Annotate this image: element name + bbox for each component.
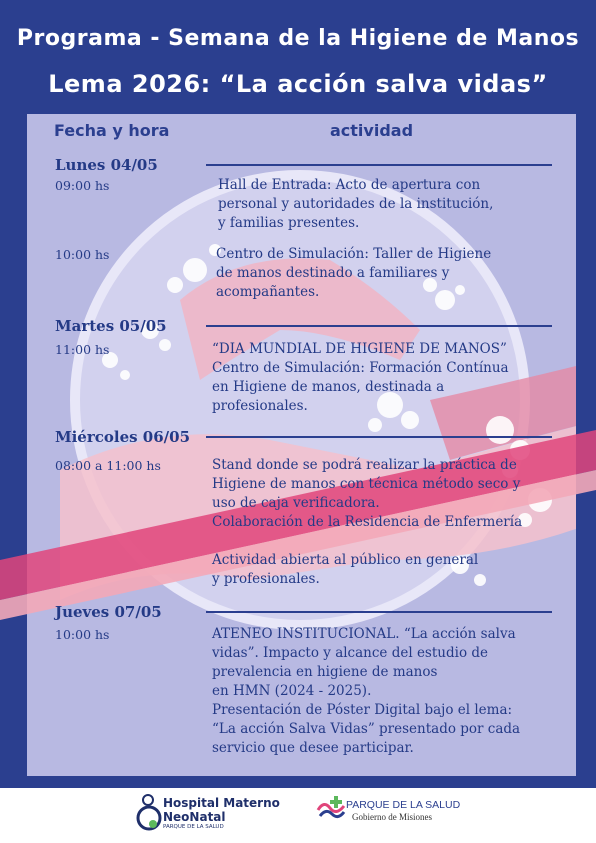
parque-salud-logo-icon <box>316 796 346 824</box>
hospital-name-line-2: NeoNatal <box>163 810 226 824</box>
hospital-logo-icon <box>135 792 165 836</box>
event-description: ATENEO INSTITUCIONAL. “La acción salva vidas”. Impacto y alcance del estudio de prevalencia en higiene de manos en HMN (2024 - 2025). Presentación de Póster Digital bajo el lema: “La acción Salva Vidas” presentado por cada servicio que desee participar. <box>212 626 521 756</box>
divider <box>206 325 552 327</box>
event-description: Hall de Entrada: Acto de apertura con personal y autoridades de la institución, y familias presentes. <box>218 177 494 231</box>
event-time: 10:00 hs <box>55 247 110 262</box>
government-name: Gobierno de Misiones <box>352 812 432 822</box>
activity-column-header: actividad <box>330 121 414 140</box>
divider <box>206 436 552 438</box>
footer <box>0 788 596 843</box>
divider <box>206 164 552 166</box>
divider <box>206 611 552 613</box>
motto-title: Lema 2026: “La acción salva vidas” <box>48 70 548 98</box>
hospital-name-line-1: Hospital Materno <box>163 796 280 810</box>
event-description: Centro de Simulación: Taller de Higiene de manos destinado a familiares y acompañantes. <box>216 246 492 300</box>
program-title: Programa - Semana de la Higiene de Manos <box>16 26 580 51</box>
event-time: 10:00 hs <box>55 627 110 642</box>
date-column-header: Fecha y hora <box>54 121 170 140</box>
event-time: 11:00 hs <box>55 342 110 357</box>
event-description: “DIA MUNDIAL DE HIGIENE DE MANOS” Centro de Simulación: Formación Contínua en Higiene de manos, destinada a profesionales. <box>212 341 509 414</box>
event-time: 09:00 hs <box>55 178 110 193</box>
hospital-subtitle: PARQUE DE LA SALUD <box>163 824 224 830</box>
day-label: Miércoles 06/05 <box>55 428 191 446</box>
event-time: 08:00 a 11:00 hs <box>55 458 161 473</box>
day-label: Martes 05/05 <box>55 317 167 335</box>
event-description: Stand donde se podrá realizar la práctica de Higiene de manos con técnica método seco y uso de caja verificadora. Colaboración de la Residencia de Enfermería Actividad abierta al público en general y profesionales. <box>212 457 523 587</box>
day-label: Lunes 04/05 <box>55 156 158 174</box>
day-label: Jueves 07/05 <box>55 603 162 621</box>
parque-salud-name: PARQUE DE LA SALUD <box>346 799 461 811</box>
